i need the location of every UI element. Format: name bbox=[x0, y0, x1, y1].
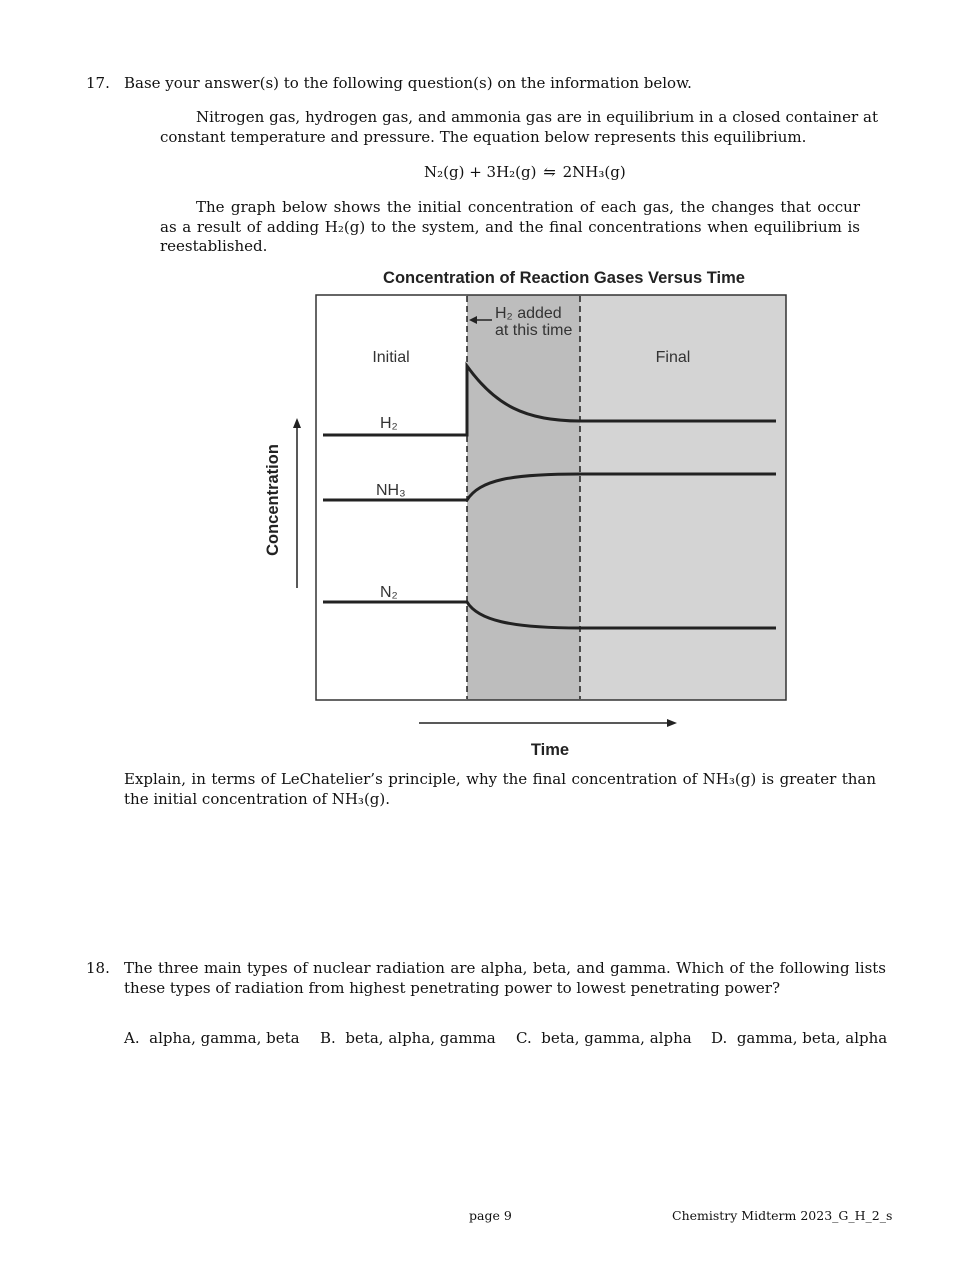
document-id: Chemistry Midterm 2023_G_H_2_s bbox=[672, 1208, 893, 1223]
choice-d[interactable] bbox=[711, 1029, 887, 1047]
choice-b[interactable] bbox=[320, 1029, 496, 1047]
choice-d-text: gamma, beta, alpha bbox=[736, 1029, 888, 1047]
annotation-line-2: at this time bbox=[495, 322, 573, 339]
choice-c-text: beta, gamma, alpha bbox=[541, 1029, 692, 1047]
transition-region bbox=[467, 295, 580, 700]
x-axis-label: Time bbox=[530, 741, 570, 759]
question-17-intro: Base your answer(s) to the following question(s) on the information below. bbox=[124, 74, 692, 92]
choice-d-letter: D. bbox=[711, 1029, 728, 1047]
choice-c-letter: C. bbox=[516, 1029, 532, 1047]
q17-para2-text: The graph below shows the initial concentration of each gas, the changes that occur as a result of adding H₂(g) to the system, and the final concentrations when equilibrium is reestablished. bbox=[160, 198, 860, 255]
question-17-number: 17. bbox=[86, 74, 110, 92]
y-axis-arrow-head-icon bbox=[293, 418, 301, 428]
choice-c[interactable] bbox=[516, 1029, 692, 1047]
choice-a[interactable] bbox=[124, 1029, 300, 1047]
annotation-line-1: H₂ added bbox=[495, 305, 562, 322]
equilibrium-arrow-icon: ⇋ bbox=[543, 163, 556, 181]
series-label-nh3: NH₃ bbox=[376, 482, 406, 499]
y-axis-label: Concentration bbox=[264, 444, 282, 556]
choice-a-text: alpha, gamma, beta bbox=[149, 1029, 300, 1047]
choice-b-text: beta, alpha, gamma bbox=[345, 1029, 496, 1047]
question-18-number: 18. bbox=[86, 959, 110, 977]
x-axis-arrow-head-icon bbox=[667, 719, 677, 727]
equation-left: N₂(g) + 3H₂(g) bbox=[424, 163, 537, 181]
equation-right: 2NH₃(g) bbox=[562, 163, 626, 181]
region-label-final: Final bbox=[655, 349, 691, 366]
question-18-text bbox=[124, 959, 886, 998]
answer-space-17[interactable] bbox=[124, 815, 876, 945]
q17-question-text: Explain, in terms of LeChatelier’s principle, why the final concentration of NH₃(g) is greater than the initial concentration of NH₃(g). bbox=[124, 770, 876, 808]
series-label-n2: N₂ bbox=[380, 584, 398, 601]
region-label-initial: Initial bbox=[372, 349, 410, 366]
choice-a-letter: A. bbox=[124, 1029, 140, 1047]
q18-text: The three main types of nuclear radiation are alpha, beta, and gamma. Which of the following lists these types of radiation from highest penetrating power to lowest penetrating power? bbox=[124, 959, 886, 997]
q17-para1-text: Nitrogen gas, hydrogen gas, and ammonia gas are in equilibrium in a closed container at constant temperature and pressure. The equation below represents this equilibrium. bbox=[160, 108, 878, 146]
series-label-h2: H₂ bbox=[380, 415, 398, 432]
question-17-prompt bbox=[124, 770, 876, 809]
chart-title: Concentration of Reaction Gases Versus Time bbox=[383, 269, 745, 287]
page-number: page 9 bbox=[469, 1208, 512, 1223]
choice-b-letter: B. bbox=[320, 1029, 336, 1047]
